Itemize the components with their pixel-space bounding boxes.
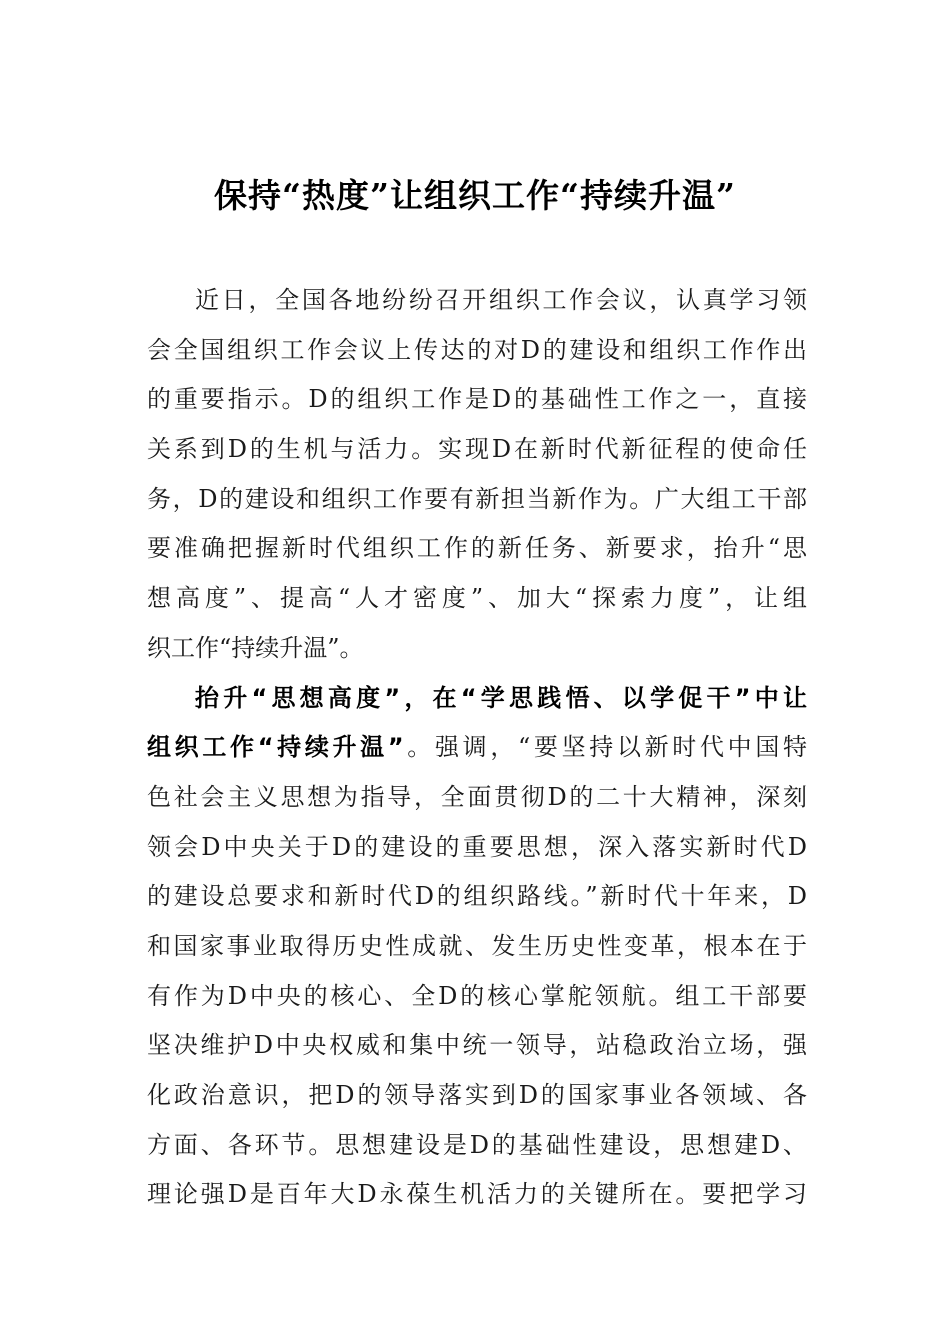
- paragraph-line: [147, 723, 807, 773]
- paragraph-heading-line: 抬升“思想高度”，在“学思践悟、以学促干”中让: [195, 683, 807, 712]
- paragraph-2: [147, 674, 807, 1221]
- document-body: [147, 276, 807, 1220]
- paragraph-line: 坚决维护D中央权威和集中统一领导，站稳政治立场，强: [147, 1031, 807, 1060]
- paragraph-line: 会全国组织工作会议上传达的对D的建设和组织工作作出: [147, 335, 807, 364]
- paragraph-line: 理论强D是百年大D永葆生机活力的关键所在。要把学习: [147, 1180, 807, 1209]
- paragraph-line: 的重要指示。D的组织工作是D的基础性工作之一，直接: [147, 385, 807, 414]
- paragraph-1: [147, 276, 807, 674]
- paragraph-line: 有作为D中央的核心、全D的核心掌舵领航。组工干部要: [147, 981, 807, 1010]
- paragraph-line: 和国家事业取得历史性成就、发生历史性变革，根本在于: [147, 931, 807, 960]
- paragraph-text: 。强调，“要坚持以新时代中国特: [403, 733, 808, 762]
- paragraph-line: 近日，全国各地纷纷召开组织工作会议，认真学习领: [195, 286, 807, 314]
- paragraph-line: 要准确把握新时代组织工作的新任务、新要求，抬升“思: [147, 534, 807, 563]
- paragraph-line: 想高度”、提高“人才密度”、加大“探索力度”，让组: [147, 584, 807, 613]
- paragraph-line: 务，D的建设和组织工作要有新担当新作为。广大组工干部: [147, 484, 807, 513]
- paragraph-line: 关系到D的生机与活力。实现D在新时代新征程的使命任: [147, 435, 807, 464]
- paragraph-line: 色社会主义思想为指导，全面贯彻D的二十大精神，深刻: [147, 782, 807, 811]
- paragraph-line: 的建设总要求和新时代D的组织路线。”新时代十年来，D: [147, 882, 807, 911]
- paragraph-line: 化政治意识，把D的领导落实到D的国家事业各领域、各: [147, 1081, 807, 1109]
- paragraph-line: 领会D中央关于D的建设的重要思想，深入落实新时代D: [147, 832, 807, 861]
- document-title: 保持“热度”让组织工作“持续升温”: [214, 176, 736, 215]
- paragraph-heading-text: 组织工作“持续升温”: [147, 733, 404, 762]
- paragraph-line: 织工作“持续升温”。: [147, 633, 364, 662]
- paragraph-line: 方面、各环节。思想建设是D的基础性建设，思想建D、: [147, 1130, 807, 1159]
